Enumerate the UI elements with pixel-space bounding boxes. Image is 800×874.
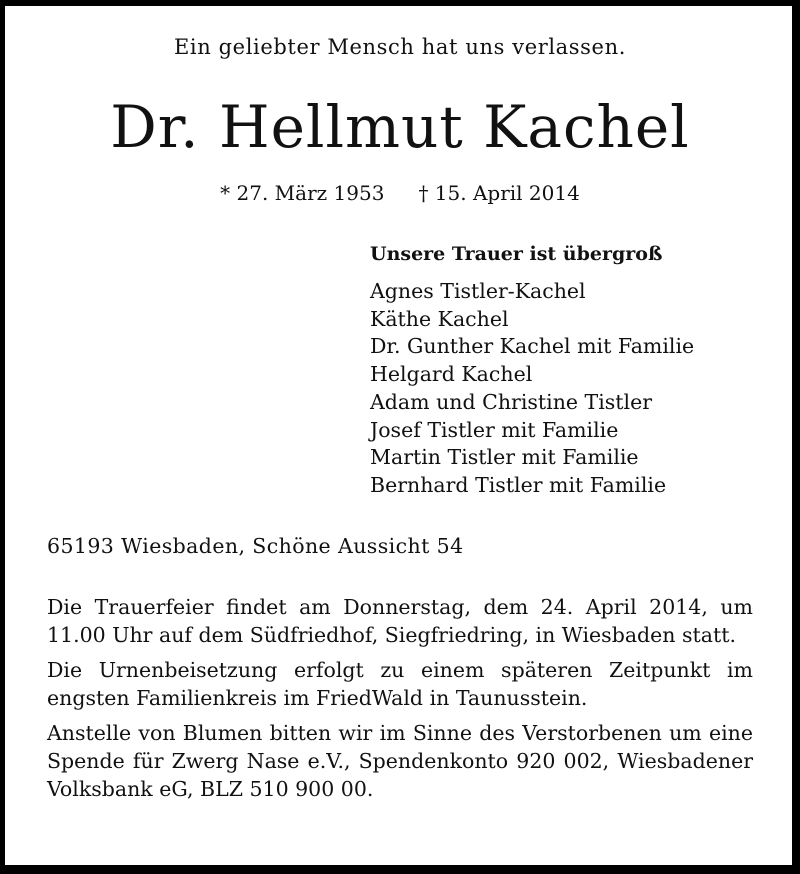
- life-dates: [0, 181, 800, 205]
- mourner-name: Josef Tistler mit Familie: [370, 417, 619, 442]
- ceremony-details: [47, 593, 753, 810]
- intro-line: Ein geliebter Mensch hat uns verlassen.: [173, 35, 626, 59]
- mourners-block: [370, 238, 694, 500]
- deceased-name: Dr. Hellmut Kachel: [110, 93, 690, 161]
- mourner-name: Dr. Gunther Kachel mit Familie: [370, 334, 695, 359]
- family-address: 65193 Wiesbaden, Schöne Aussicht 54: [47, 534, 464, 558]
- mourner-name: Martin Tistler mit Familie: [370, 445, 639, 470]
- birth-date: * 27. März 1953: [220, 181, 385, 205]
- funeral-service-paragraph: Die Trauerfeier findet am Donnerstag, dem 24. April 2014, um 11.00 Uhr auf dem Südfriedhof, Siegfriedring, in Wiesbaden statt.: [47, 595, 753, 647]
- mourner-name: Adam und Christine Tistler: [370, 389, 653, 414]
- urn-burial-paragraph: Die Urnenbeisetzung erfolgt zu einem späteren Zeitpunkt im engsten Familienkreis im FriedWald in Taunusstein.: [47, 658, 753, 710]
- mourner-name: Helgard Kachel: [370, 362, 533, 387]
- mourner-name: Bernhard Tistler mit Familie: [370, 472, 667, 497]
- donation-paragraph: Anstelle von Blumen bitten wir im Sinne des Verstorbenen um eine Spende für Zwerg Nase e.V., Spendenkonto 920 002, Wiesbadener Volksbank eG, BLZ 510 900 00.: [47, 721, 753, 801]
- mourners-heading: Unsere Trauer ist übergroß: [370, 243, 663, 265]
- death-date: † 15. April 2014: [418, 181, 580, 205]
- mourner-name: Käthe Kachel: [370, 306, 509, 331]
- mourner-name: Agnes Tistler-Kachel: [370, 279, 586, 303]
